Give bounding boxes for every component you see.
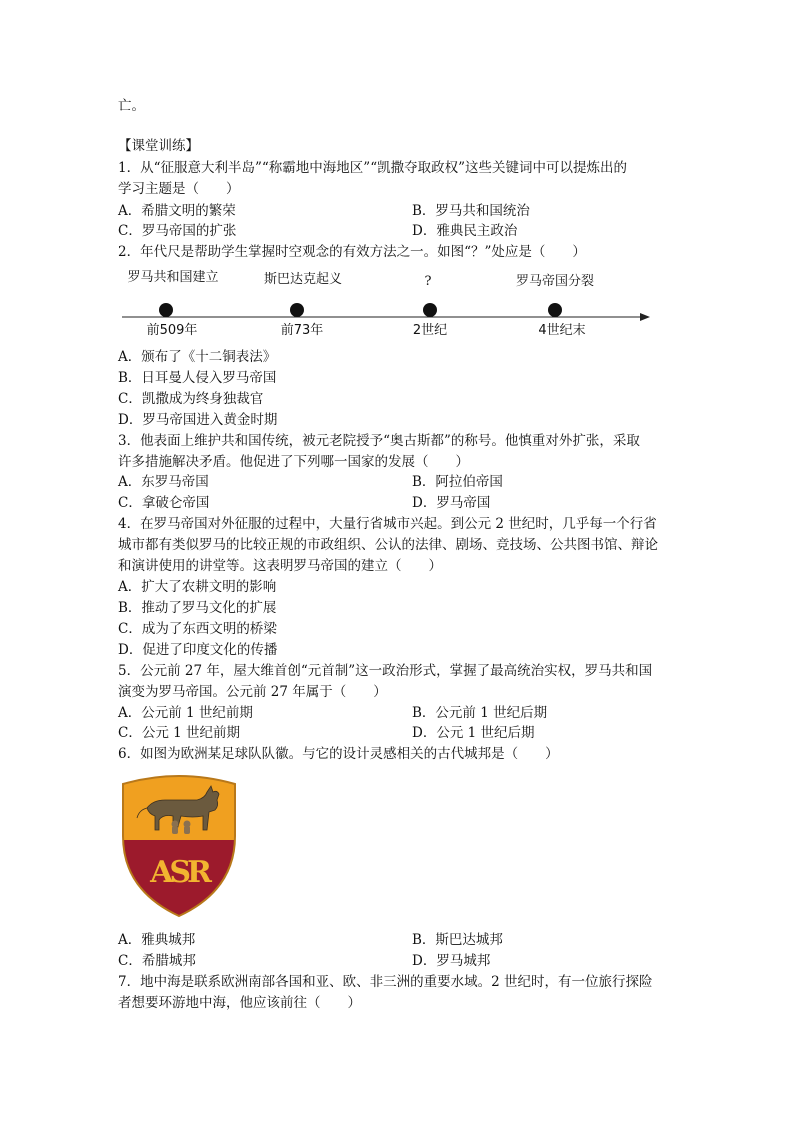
q2-option-c: C．凯撒成为终身独裁官 [118,391,264,407]
timeline-dot-4 [548,303,562,317]
timeline-bottom-label-1: 前509年 [146,323,198,338]
q3-option-c: C．拿破仑帝国 [118,495,210,511]
timeline-axis [0,298,794,338]
q5-stem-2: 演变为罗马帝国。公元前 27 年属于（ ） [118,684,387,700]
q6-option-c: C．希腊城邦 [118,953,196,969]
q1-stem-1: 1．从“征服意大利半岛”“称霸地中海地区”“凯撒夺取政权”这些关键词中可以提炼出的 [118,160,627,176]
timeline-top-label-1: 罗马共和国建立 [127,270,219,285]
q4-stem-3: 和演讲使用的讲堂等。这表明罗马帝国的建立（ ） [118,558,442,574]
q4-stem-2: 城市都有类似罗马的比较正规的市政组织、公认的法律、剧场、竞技场、公共图书馆、辩论 [118,537,658,553]
q1-option-a: A．希腊文明的繁荣 [118,203,236,219]
timeline-bottom-label-2: 前73年 [280,323,324,338]
q1-option-d: D．雅典民主政治 [412,223,518,239]
q1-option-b: B．罗马共和国统治 [412,203,530,219]
q5-stem-1: 5．公元前 27 年，屋大维首创“元首制”这一政治形式，掌握了最高统治实权，罗马共和国 [118,663,653,679]
q4-option-b: B．推动了罗马文化的扩展 [118,600,277,616]
q7-stem-1: 7．地中海是联系欧洲南部各国和亚、欧、非三洲的重要水域。2 世纪时，有一位旅行探险 [118,974,653,990]
q7-stem-2: 者想要环游地中海，他应该前往（ ） [118,995,361,1011]
emblem-letters: ASR [150,855,208,890]
q5-option-a: A．公元前 1 世纪前期 [118,705,253,721]
q6-option-a: A．雅典城邦 [118,932,196,948]
section-title: 【课堂训练】 [118,138,199,154]
q2-option-b: B．日耳曼人侵入罗马帝国 [118,370,277,386]
q5-option-c: C．公元 1 世纪前期 [118,725,241,741]
q4-option-d: D．促进了印度文化的传播 [118,642,278,658]
timeline-top-label-3: ? [424,274,432,289]
q4-stem-1: 4．在罗马帝国对外征服的过程中，大量行省城市兴起。到公元 2 世纪时，几乎每一个行省 [118,516,657,532]
intro-tail: 亡。 [118,98,145,114]
q3-stem-2: 许多措施解决矛盾。他促进了下列哪一国家的发展（ ） [118,454,469,470]
q3-option-a: A．东罗马帝国 [118,474,209,490]
q4-option-c: C．成为了东西文明的桥梁 [118,621,277,637]
q2-option-a: A．颁布了《十二铜表法》 [118,349,277,365]
timeline-top-label-4: 罗马帝国分裂 [515,274,595,289]
q2-stem-1: 2．年代尺是帮助学生掌握时空观念的有效方法之一。如图“？”处应是（ ） [118,244,586,260]
timeline-dot-2 [290,303,304,317]
timeline-bottom-label-3: 2世纪 [412,323,448,338]
q5-option-b: B．公元前 1 世纪后期 [412,705,548,721]
q3-stem-1: 3．他表面上维护共和国传统，被元老院授予“奥古斯都”的称号。他慎重对外扩张，采取 [118,433,640,449]
q6-option-d: D．罗马城邦 [412,953,491,969]
q2-option-d: D．罗马帝国进入黄金时期 [118,412,278,428]
timeline-dot-3 [423,303,437,317]
q3-option-b: B．阿拉伯帝国 [412,474,503,490]
q6-option-b: B．斯巴达城邦 [412,932,503,948]
q1-stem-2: 学习主题是（ ） [118,181,240,197]
timeline-arrowhead [640,313,650,321]
timeline-dot-1 [159,303,173,317]
timeline-bottom-label-4: 4世纪末 [538,323,586,338]
timeline-top-label-2: 斯巴达克起义 [263,272,343,287]
football-emblem [119,770,239,920]
q4-option-a: A．扩大了农耕文明的影响 [118,579,277,595]
q1-option-c: C．罗马帝国的扩张 [118,223,237,239]
q6-stem-1: 6．如图为欧洲某足球队队徽。与它的设计灵感相关的古代城邦是（ ） [118,746,559,762]
q5-option-d: D．公元 1 世纪后期 [412,725,535,741]
q3-option-d: D．罗马帝国 [412,495,491,511]
